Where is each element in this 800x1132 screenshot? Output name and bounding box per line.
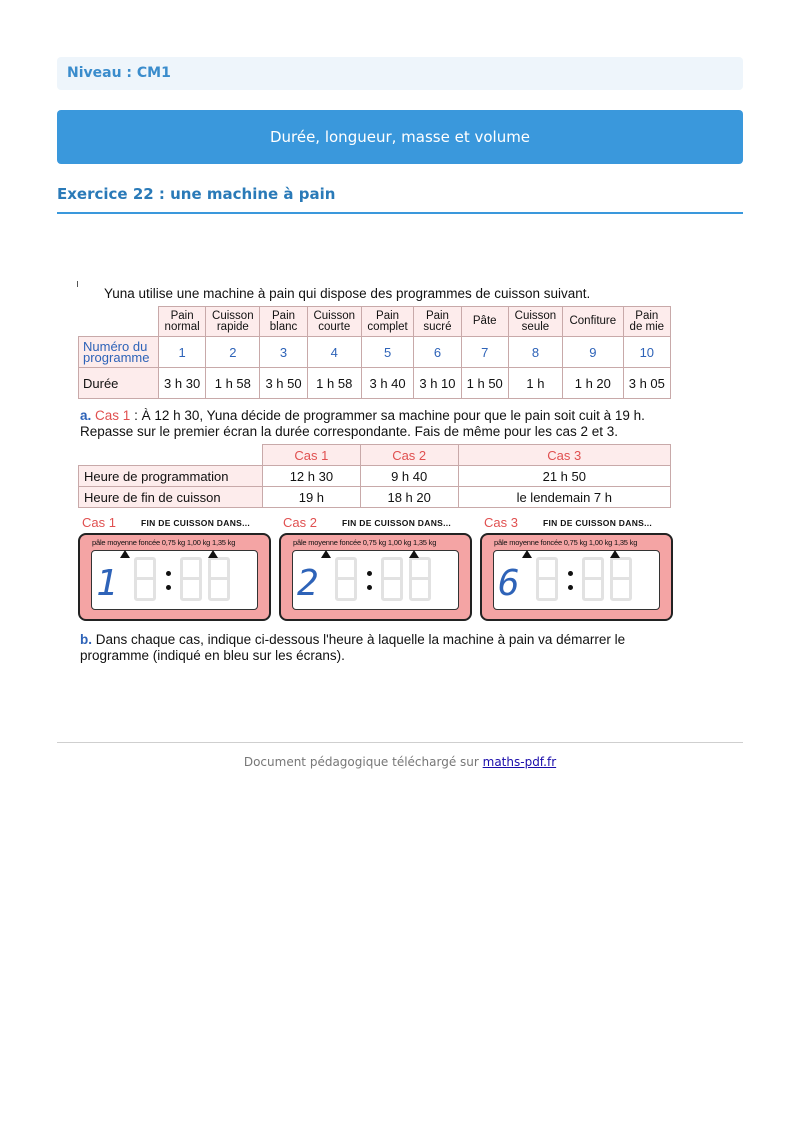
exercise-intro: Yuna utilise une machine à pain qui dispose des programmes de cuisson suivant. [104, 286, 591, 301]
program-number: 10 [623, 337, 670, 368]
case-value: 19 h [263, 487, 361, 508]
program-name: Pain sucré [414, 307, 461, 337]
footer-link[interactable]: maths-pdf.fr [482, 755, 557, 769]
oven-screen [279, 513, 472, 621]
page-title: Durée, longueur, masse et volume [57, 110, 743, 164]
empty-cell [79, 445, 263, 466]
screen-scale: pâle moyenne foncée 0,75 kg 1,00 kg 1,35 kg [92, 538, 236, 547]
screen-header [279, 513, 472, 533]
program-duration: 3 h 40 [361, 368, 414, 399]
program-name: Pain normal [159, 307, 206, 337]
case-header: Cas 1 [263, 445, 361, 466]
program-duration: 1 h 20 [563, 368, 624, 399]
case-value: le lendemain 7 h [458, 487, 670, 508]
digit-slot[interactable] [208, 557, 230, 601]
program-number: 7 [461, 337, 508, 368]
digit-slot[interactable] [610, 557, 632, 601]
row-label: Heure de fin de cuisson [79, 487, 263, 508]
program-number: 3 [260, 337, 307, 368]
footer [57, 755, 743, 769]
program-duration: 1 h 50 [461, 368, 508, 399]
program-name: Cuisson rapide [206, 307, 260, 337]
digit-slot[interactable] [582, 557, 604, 601]
screen-title: FIN DE CUISSON DANS... [141, 518, 251, 528]
empty-cell [79, 307, 159, 337]
program-name: Cuisson seule [508, 307, 562, 337]
triangle-marker-icon [321, 550, 331, 558]
digit-slot[interactable] [134, 557, 156, 601]
program-duration: 3 h 30 [159, 368, 206, 399]
screen-header [480, 513, 673, 533]
cases-row [79, 466, 671, 487]
cases-table [78, 444, 671, 508]
case-header: Cas 2 [360, 445, 458, 466]
triangle-marker-icon [409, 550, 419, 558]
programs-number-row [79, 337, 671, 368]
program-duration: 1 h [508, 368, 562, 399]
screen-title: FIN DE CUISSON DANS... [342, 518, 452, 528]
program-name: Confiture [563, 307, 624, 337]
program-number: 2 [206, 337, 260, 368]
programs-table [78, 306, 671, 399]
lcd-display [493, 550, 660, 610]
program-number: 9 [563, 337, 624, 368]
screen-scale: pâle moyenne foncée 0,75 kg 1,00 kg 1,35 kg [293, 538, 437, 547]
digit-slot[interactable] [409, 557, 431, 601]
screen-header [78, 513, 271, 533]
case-value: 18 h 20 [360, 487, 458, 508]
lcd-display [292, 550, 459, 610]
exercise-divider [57, 212, 743, 214]
case-value: 9 h 40 [360, 466, 458, 487]
question-letter: a. [80, 408, 92, 423]
program-number: 1 [159, 337, 206, 368]
program-number: 5 [361, 337, 414, 368]
question-text: Dans chaque cas, indique ci-dessous l'heure à laquelle la machine à pain va démarrer le programme (indiqué en bleu sur les écrans). [80, 632, 626, 663]
question-a [80, 408, 672, 440]
digit-slot[interactable] [180, 557, 202, 601]
program-duration: 1 h 58 [307, 368, 361, 399]
program-number: 6 [414, 337, 461, 368]
oven-screen [78, 513, 271, 621]
colon-icon [367, 571, 372, 591]
program-number: 8 [508, 337, 562, 368]
footer-divider [57, 742, 743, 743]
triangle-marker-icon [522, 550, 532, 558]
question-b [80, 632, 672, 664]
program-name: Pain de mie [623, 307, 670, 337]
question-letter: b. [80, 632, 92, 647]
triangle-marker-icon [610, 550, 620, 558]
triangle-marker-icon [120, 550, 130, 558]
footer-text: Document pédagogique téléchargé sur [243, 755, 483, 769]
programs-duration-row [79, 368, 671, 399]
scan-mark [77, 281, 78, 287]
case-header: Cas 3 [458, 445, 670, 466]
program-digit: 2 [297, 563, 319, 604]
case-value: 21 h 50 [458, 466, 670, 487]
program-duration: 1 h 58 [206, 368, 260, 399]
lcd-display [91, 550, 258, 610]
program-number: 4 [307, 337, 361, 368]
program-name: Pain blanc [260, 307, 307, 337]
oven-screen [480, 513, 673, 621]
exercise-title: Exercice 22 : une machine à pain [57, 185, 336, 203]
program-digit: 6 [498, 563, 520, 604]
screen-scale: pâle moyenne foncée 0,75 kg 1,00 kg 1,35 kg [494, 538, 638, 547]
question-case-label: Cas 1 [95, 408, 131, 423]
screen-title: FIN DE CUISSON DANS... [543, 518, 653, 528]
program-duration: 3 h 50 [260, 368, 307, 399]
program-duration: 3 h 10 [414, 368, 461, 399]
digit-slot[interactable] [381, 557, 403, 601]
program-duration: 3 h 05 [623, 368, 670, 399]
screen-panel [480, 533, 673, 621]
screen-case-label: Cas 2 [283, 515, 317, 530]
cases-header-row [79, 445, 671, 466]
case-value: 12 h 30 [263, 466, 361, 487]
level-banner: Niveau : CM1 [57, 57, 743, 90]
colon-icon [568, 571, 573, 591]
screen-case-label: Cas 3 [484, 515, 518, 530]
digit-slot[interactable] [335, 557, 357, 601]
screen-panel [78, 533, 271, 621]
cases-row [79, 487, 671, 508]
row-label: Durée [79, 368, 159, 399]
row-label: Numéro du programme [79, 337, 159, 368]
triangle-marker-icon [208, 550, 218, 558]
programs-name-row [79, 307, 671, 337]
program-name: Cuisson courte [307, 307, 361, 337]
screen-case-label: Cas 1 [82, 515, 116, 530]
digit-slot[interactable] [536, 557, 558, 601]
colon-icon [166, 571, 171, 591]
screen-panel [279, 533, 472, 621]
question-text: : À 12 h 30, Yuna décide de programmer sa machine pour que le pain soit cuit à 19 h. Repasse sur le premier écran la durée correspondante. Fais de même pour les cas 2 et 3. [80, 408, 645, 439]
program-name: Pain complet [361, 307, 414, 337]
row-label: Heure de programmation [79, 466, 263, 487]
program-digit: 1 [96, 563, 118, 604]
program-name: Pâte [461, 307, 508, 337]
